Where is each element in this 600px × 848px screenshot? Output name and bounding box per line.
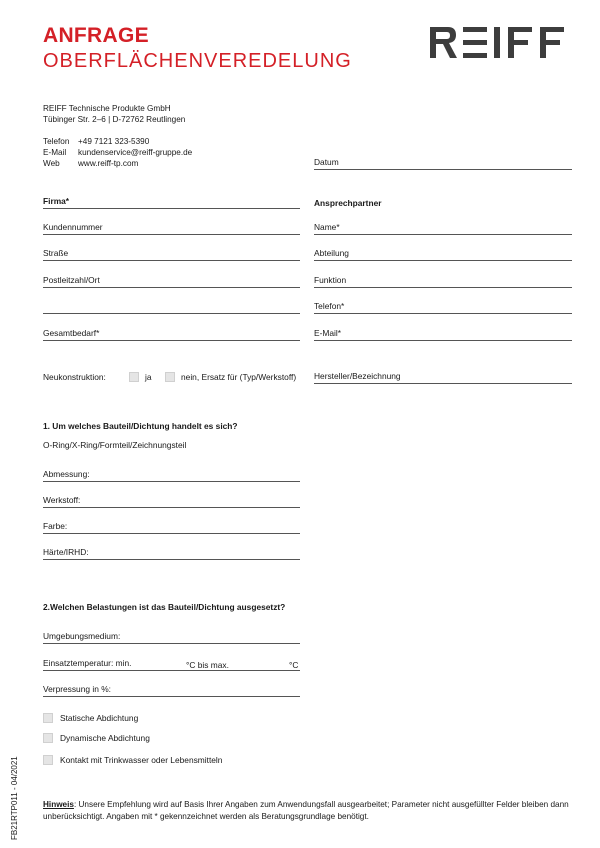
gesamtbedarf-field[interactable] — [43, 328, 300, 341]
web-label: Web — [43, 159, 60, 168]
neukonstruktion-label: Neukonstruktion: — [43, 372, 106, 382]
section1-title: 1. Um welches Bauteil/Dichtung handelt es sich? — [43, 421, 238, 431]
title-anfrage: ANFRAGE — [43, 24, 149, 47]
email-value[interactable]: kundenservice@reiff-gruppe.de — [78, 148, 193, 157]
umgebungsmedium-label: Umgebungsmedium: — [43, 631, 121, 641]
firma-field[interactable] — [43, 196, 300, 209]
hint-body: : Unsere Empfehlung wird auf Basis Ihrer Angaben zum Anwendungsfall ausgearbeitet; Parameter nicht ausgefüllter Felder bleiben dann unberücksichtigt. Angaben mit * gekennzeichnet werden als Beratungsgrundlage benötigt. — [43, 800, 569, 821]
name-label: Name* — [314, 222, 340, 232]
kundennummer-label: Kundennummer — [43, 222, 103, 232]
plz-ort-label: Postleitzahl/Ort — [43, 275, 100, 285]
nein-checkbox[interactable] — [165, 372, 175, 382]
umgebungsmedium-field[interactable] — [43, 631, 300, 644]
strasse-field[interactable] — [43, 248, 300, 261]
email-label: E-Mail — [43, 148, 67, 157]
dynamische-abdichtung-label: Dynamische Abdichtung — [60, 733, 150, 743]
verpressung-field[interactable] — [43, 684, 300, 697]
web-value[interactable]: www.reiff-tp.com — [78, 159, 139, 168]
bis-max-label: °C bis max. — [186, 660, 229, 670]
plz-ort-field[interactable] — [43, 275, 300, 288]
celsius-label: °C — [289, 660, 299, 670]
hint-text — [43, 799, 583, 823]
title-oberflaechenveredelung: OBERFLÄCHENVEREDELUNG — [43, 50, 352, 72]
funktion-label: Funktion — [314, 275, 347, 285]
dynamische-abdichtung-checkbox[interactable] — [43, 733, 53, 743]
section2-title: 2.Welchen Belastungen ist das Bauteil/Dichtung ausgesetzt? — [43, 602, 286, 612]
einsatztemperatur-label: Einsatztemperatur: min. — [43, 658, 132, 668]
funktion-field[interactable] — [314, 275, 572, 288]
telefon-field[interactable] — [314, 301, 572, 314]
werkstoff-label: Werkstoff: — [43, 495, 81, 505]
trinkwasser-checkbox[interactable] — [43, 755, 53, 765]
strasse-label: Straße — [43, 248, 69, 258]
farbe-field[interactable] — [43, 521, 300, 534]
reiff-logo — [430, 27, 572, 58]
telefon-label: Telefon* — [314, 301, 345, 311]
ja-label: ja — [145, 372, 152, 382]
form-code: FB21RTP011 - 04/2021 — [10, 756, 19, 840]
firma-label: Firma* — [43, 196, 70, 206]
abmessung-label: Abmessung: — [43, 469, 90, 479]
hersteller-label: Hersteller/Bezeichnung — [314, 371, 401, 381]
ansprechpartner-heading: Ansprechpartner — [314, 198, 382, 208]
farbe-label: Farbe: — [43, 521, 68, 531]
datum-label: Datum — [314, 157, 339, 167]
werkstoff-field[interactable] — [43, 495, 300, 508]
trinkwasser-label: Kontakt mit Trinkwasser oder Lebensmitteln — [60, 755, 223, 765]
haerte-label: Härte/IRHD: — [43, 547, 89, 557]
datum-field[interactable] — [314, 157, 572, 170]
phone-value: +49 7121 323-5390 — [78, 137, 150, 146]
section1-subtitle: O-Ring/X-Ring/Formteil/Zeichnungsteil — [43, 440, 187, 450]
name-field[interactable] — [314, 222, 572, 235]
statische-abdichtung-checkbox[interactable] — [43, 713, 53, 723]
hersteller-field[interactable] — [314, 371, 572, 384]
statische-abdichtung-label: Statische Abdichtung — [60, 713, 139, 723]
abteilung-field[interactable] — [314, 248, 572, 261]
plz-ort-extra-field[interactable] — [43, 301, 300, 314]
company-name: REIFF Technische Produkte GmbH — [43, 104, 171, 113]
gesamtbedarf-label: Gesamtbedarf* — [43, 328, 100, 338]
email-field[interactable] — [314, 328, 572, 341]
email-field-label: E-Mail* — [314, 328, 341, 338]
phone-label: Telefon — [43, 137, 70, 146]
ja-checkbox[interactable] — [129, 372, 139, 382]
abmessung-field[interactable] — [43, 469, 300, 482]
hint-label: Hinweis — [43, 800, 74, 809]
verpressung-label: Verpressung in %: — [43, 684, 111, 694]
company-address: Tübinger Str. 2–6 | D-72762 Reutlingen — [43, 115, 186, 124]
nein-label: nein, Ersatz für (Typ/Werkstoff) — [181, 372, 297, 382]
kundennummer-field[interactable] — [43, 222, 300, 235]
haerte-field[interactable] — [43, 547, 300, 560]
abteilung-label: Abteilung — [314, 248, 349, 258]
einsatztemperatur-field[interactable] — [43, 658, 300, 671]
